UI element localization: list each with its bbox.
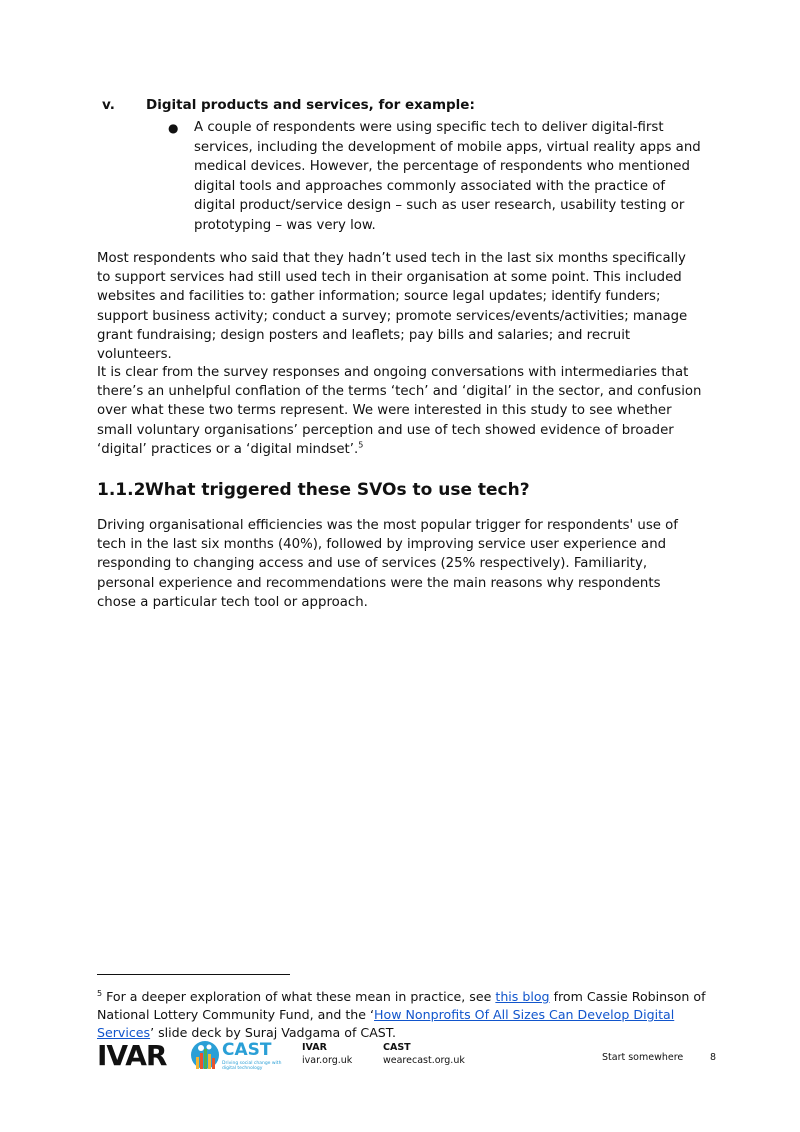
bullet-icon: ● bbox=[168, 121, 179, 135]
footer-ivar-url[interactable]: ivar.org.uk bbox=[302, 1055, 353, 1066]
footer-ivar-contact bbox=[302, 1041, 352, 1067]
paragraph-triggers: Driving organisational efficiencies was the most popular trigger for respondents' use of tech in the last six months (40%), followed by improving service user experience and responding to changing access and use of services (25% respectively). Familiarity, personal experience and recommendations were the main reasons why respondents chose a particular tech tool or approach. bbox=[97, 518, 678, 610]
cast-logo-tagline: Driving social change with digital technology bbox=[222, 1061, 282, 1071]
footer-cast-title: CAST bbox=[383, 1042, 411, 1053]
footnote-text-c: ’ slide deck by Suraj Vadgama of CAST. bbox=[150, 1025, 396, 1041]
bullet-text: A couple of respondents were using specific tech to deliver digital-first services, including the development of mobile apps, virtual reality apps and medical devices. However, the percentage of respondents who mentioned digital tools and approaches commonly associated with the practice of digital product/service design – such as user research, usability testing or prototyping – was very low. bbox=[194, 120, 701, 233]
footnote-text-a: For a deeper exploration of what these mean in practice, see bbox=[102, 989, 496, 1005]
heading-number: 1.1.2 bbox=[97, 480, 146, 500]
page-number: 8 bbox=[710, 1052, 717, 1063]
footnote-reference[interactable]: 5 bbox=[358, 440, 364, 450]
list-numeral: v. bbox=[102, 97, 115, 113]
ivar-logo: IVAR bbox=[97, 1039, 167, 1072]
footer-tagline: Start somewhere bbox=[602, 1052, 684, 1063]
heading-title: What triggered these SVOs to use tech? bbox=[145, 480, 530, 500]
paragraph-tech-usage: Most respondents who said that they hadn’t used tech in the last six months specifically to support services had still used tech in their organisation at some point. This included websites and facilities to: gather information; source legal updates; identify funders; support business activity; conduct a survey; promote services/events/activities; manage grant fundraising; design posters and leaflets; pay bills and salaries; and recruit volunteers. bbox=[97, 251, 688, 363]
footnote-text-b: from Cassie Robinson of National Lottery Community Fund, and the ‘ bbox=[97, 989, 706, 1023]
footnote bbox=[97, 985, 707, 1042]
page-footer bbox=[0, 1035, 800, 1085]
list-item-title: Digital products and services, for example: bbox=[146, 97, 475, 113]
cast-emblem-icon bbox=[190, 1039, 220, 1073]
this-blog-link[interactable]: this blog bbox=[495, 989, 550, 1005]
cast-logo bbox=[190, 1039, 280, 1075]
footnote-divider bbox=[97, 974, 290, 975]
footer-cast-url[interactable]: wearecast.org.uk bbox=[383, 1055, 465, 1066]
footnote-marker: 5 bbox=[97, 989, 103, 998]
section-heading bbox=[97, 480, 703, 500]
cast-logo-word: CAST bbox=[222, 1040, 272, 1060]
paragraph-text: It is clear from the survey responses and ongoing conversations with intermediaries that there’s an unhelpful conflation of the terms ‘tech’ and ‘digital’ in the sector, and confusion over what these two terms represent. We were interested in this study to see whether small voluntary organisations’ perception and use of tech showed evidence of broader ‘digital’ practices or a ‘digital mindset’. bbox=[97, 365, 702, 457]
paragraph-tech-digital bbox=[97, 363, 703, 459]
slide-deck-link[interactable]: How Nonprofits Of All Sizes Can Develop Digital Services bbox=[97, 1007, 675, 1041]
footer-cast-contact bbox=[383, 1041, 465, 1067]
footer-ivar-title: IVAR bbox=[302, 1042, 327, 1053]
